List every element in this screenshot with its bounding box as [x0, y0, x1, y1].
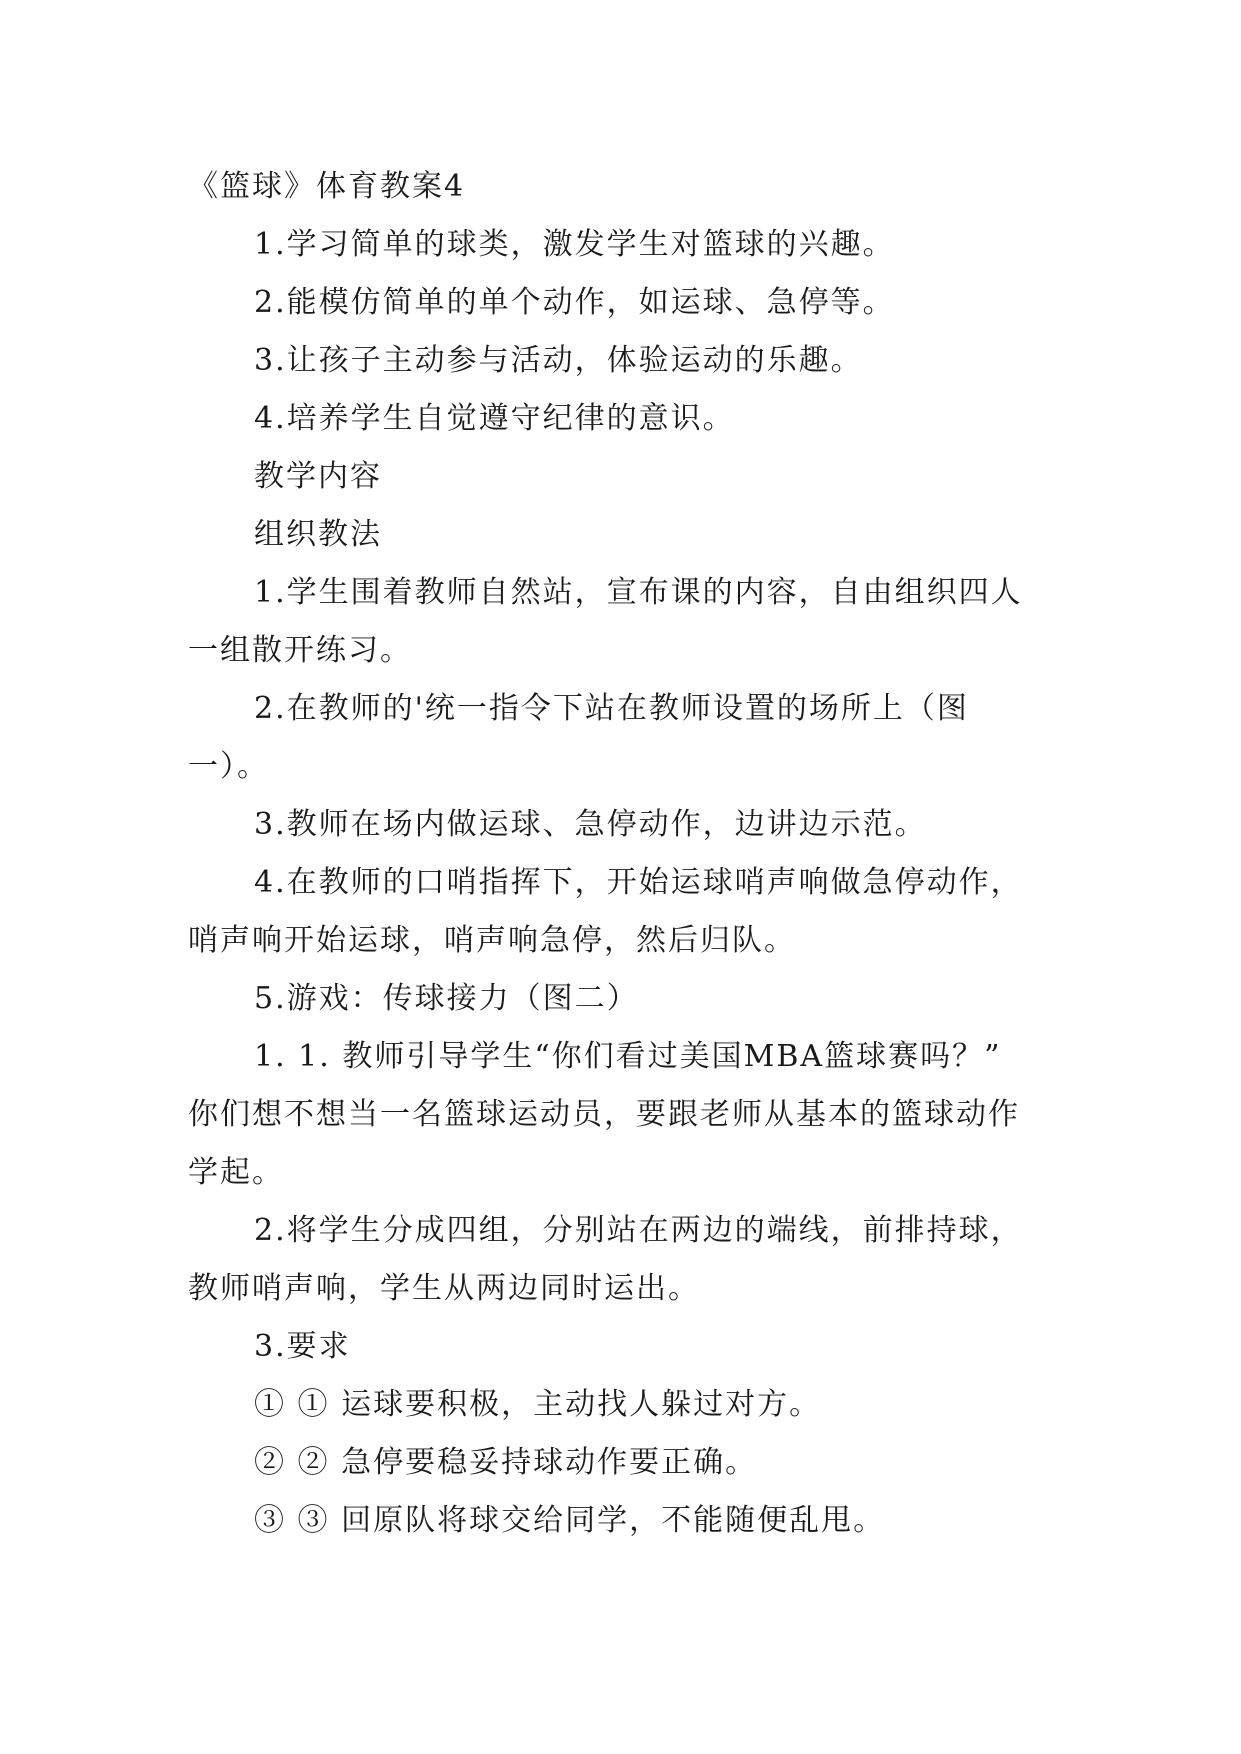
step-2-line-2: 教师哨声响，学生从两边同时运出。	[188, 1271, 700, 1306]
requirements-heading: 3.要求	[254, 1329, 351, 1364]
step-2-line-1: 2.将学生分成四组，分别站在两边的端线，前排持球，	[254, 1213, 1023, 1248]
method-4-line-2: 哨声响开始运球，哨声响急停，然后归队。	[188, 923, 796, 958]
method-1-line-2: 一组散开练习。	[188, 633, 412, 668]
objective-3: 3.让孩子主动参与活动，体验运动的乐趣。	[254, 343, 863, 378]
objective-4: 4.培养学生自觉遵守纪律的意识。	[254, 401, 735, 436]
section-heading-method: 组织教法	[254, 517, 382, 552]
method-2-line-2: 一）。	[188, 749, 269, 784]
step-1-line-2: 你们想不想当一名篮球运动员，要跟老师从基本的篮球动作	[188, 1097, 1020, 1132]
method-1-line-1: 1.学生围着教师自然站，宣布课的内容，自由组织四人	[254, 575, 1023, 610]
objective-1: 1.学习简单的球类，激发学生对篮球的兴趣。	[254, 227, 895, 262]
step-1-line-3: 学起。	[188, 1155, 284, 1190]
requirement-2: ② ② 急停要稳妥持球动作要正确。	[254, 1445, 758, 1480]
requirement-3: ③ ③ 回原队将球交给同学，不能随便乱甩。	[254, 1503, 886, 1538]
method-5: 5.游戏：传球接力（图二）	[254, 981, 639, 1016]
section-heading-content: 教学内容	[254, 459, 382, 494]
method-4-line-1: 4.在教师的口哨指挥下，开始运球哨声响做急停动作，	[254, 865, 1023, 900]
objective-2: 2.能模仿简单的单个动作，如运球、急停等。	[254, 285, 895, 320]
document-body	[188, 158, 1068, 1550]
step-1-line-1: 1. 1. 教师引导学生“你们看过美国MBA篮球赛吗？”	[254, 1039, 1002, 1074]
document-title: 《篮球》体育教案4	[188, 169, 466, 204]
method-2-line-1: 2.在教师的'统一指令下站在教师设置的场所上（图	[254, 691, 969, 726]
requirement-1: ① ① 运球要积极，主动找人躲过对方。	[254, 1387, 822, 1422]
method-3: 3.教师在场内做运球、急停动作，边讲边示范。	[254, 807, 927, 842]
